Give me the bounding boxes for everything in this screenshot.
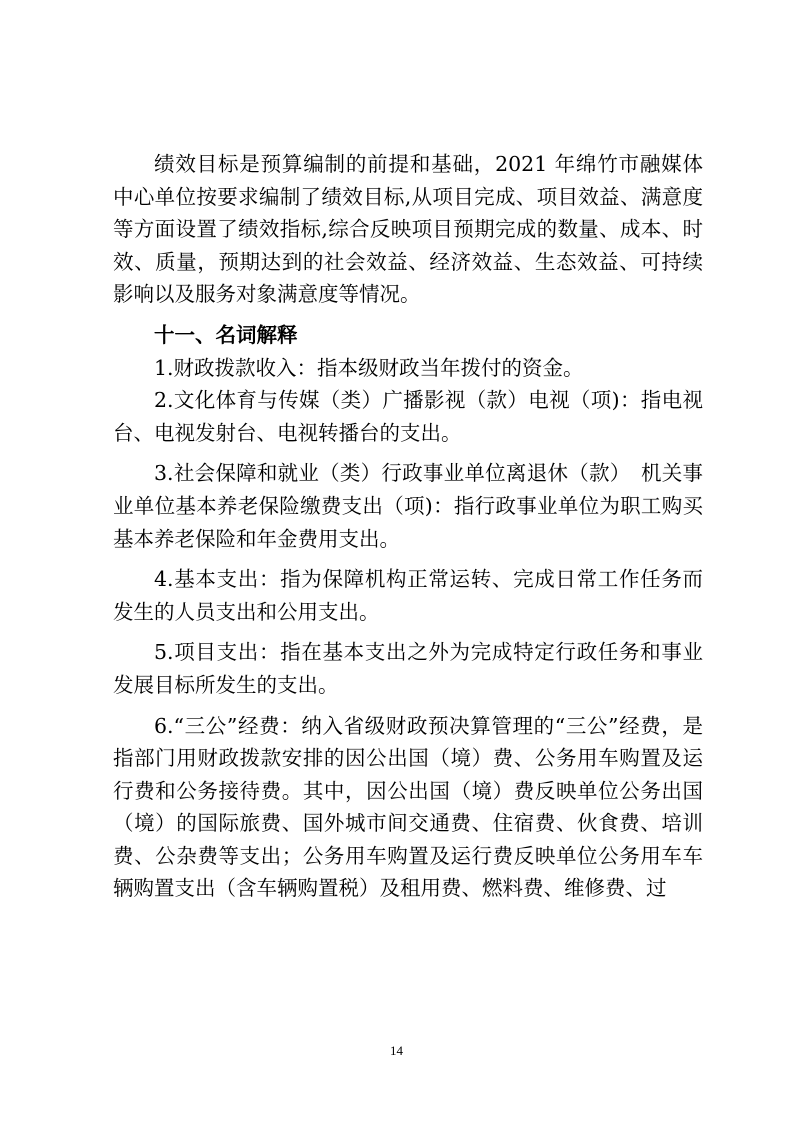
definition-item-1: 1.财政拨款收入：指本级财政当年拨付的资金。 xyxy=(154,355,584,380)
definition-item-3: 3.社会保障和就业（类）行政事业单位离退休（款） 机关事业单位基本养老保险缴费支出（项)：指行政事业单位为职工购买基本养老保险和年金费用支出。 xyxy=(113,461,703,551)
document-body xyxy=(113,148,703,905)
page-number: 14 xyxy=(390,1043,403,1058)
section-heading: 十一、名词解释 xyxy=(154,322,298,347)
definition-item-4: 4.基本支出：指为保障机构正常运转、完成日常工作任务而发生的人员支出和公用支出。 xyxy=(113,567,703,624)
intro-paragraph: 绩效目标是预算编制的前提和基础，2021 年绵竹市融媒体中心单位按要求编制了绩效目标,从项目完成、项目效益、满意度等方面设置了绩效指标,综合反映项目预期完成的数量、成本、时效、质量，预期达到的社会效益、经济效益、生态效益、可持续影响以及服务对象满意度等情况。 xyxy=(113,152,703,307)
definition-item-2: 2.文化体育与传媒（类）广播影视（款）电视（项)：指电视台、电视发射台、电视转播台的支出。 xyxy=(113,388,703,445)
definition-item-5: 5.项目支出：指在基本支出之外为完成特定行政任务和事业发展目标所发生的支出。 xyxy=(113,640,703,697)
definition-item-6: 6.“三公”经费：纳入省级财政预决算管理的“三公”经费，是指部门用财政拨款安排的因公出国（境）费、公务用车购置及运行费和公务接待费。其中，因公出国（境）费反映单位公务出国（境）的国际旅费、国外城市间交通费、住宿费、伙食费、培训费、公杂费等支出；公务用车购置及运行费反映单位公务用车车辆购置支出（含车辆购置税）及租用费、燃料费、维修费、过 xyxy=(113,713,703,901)
